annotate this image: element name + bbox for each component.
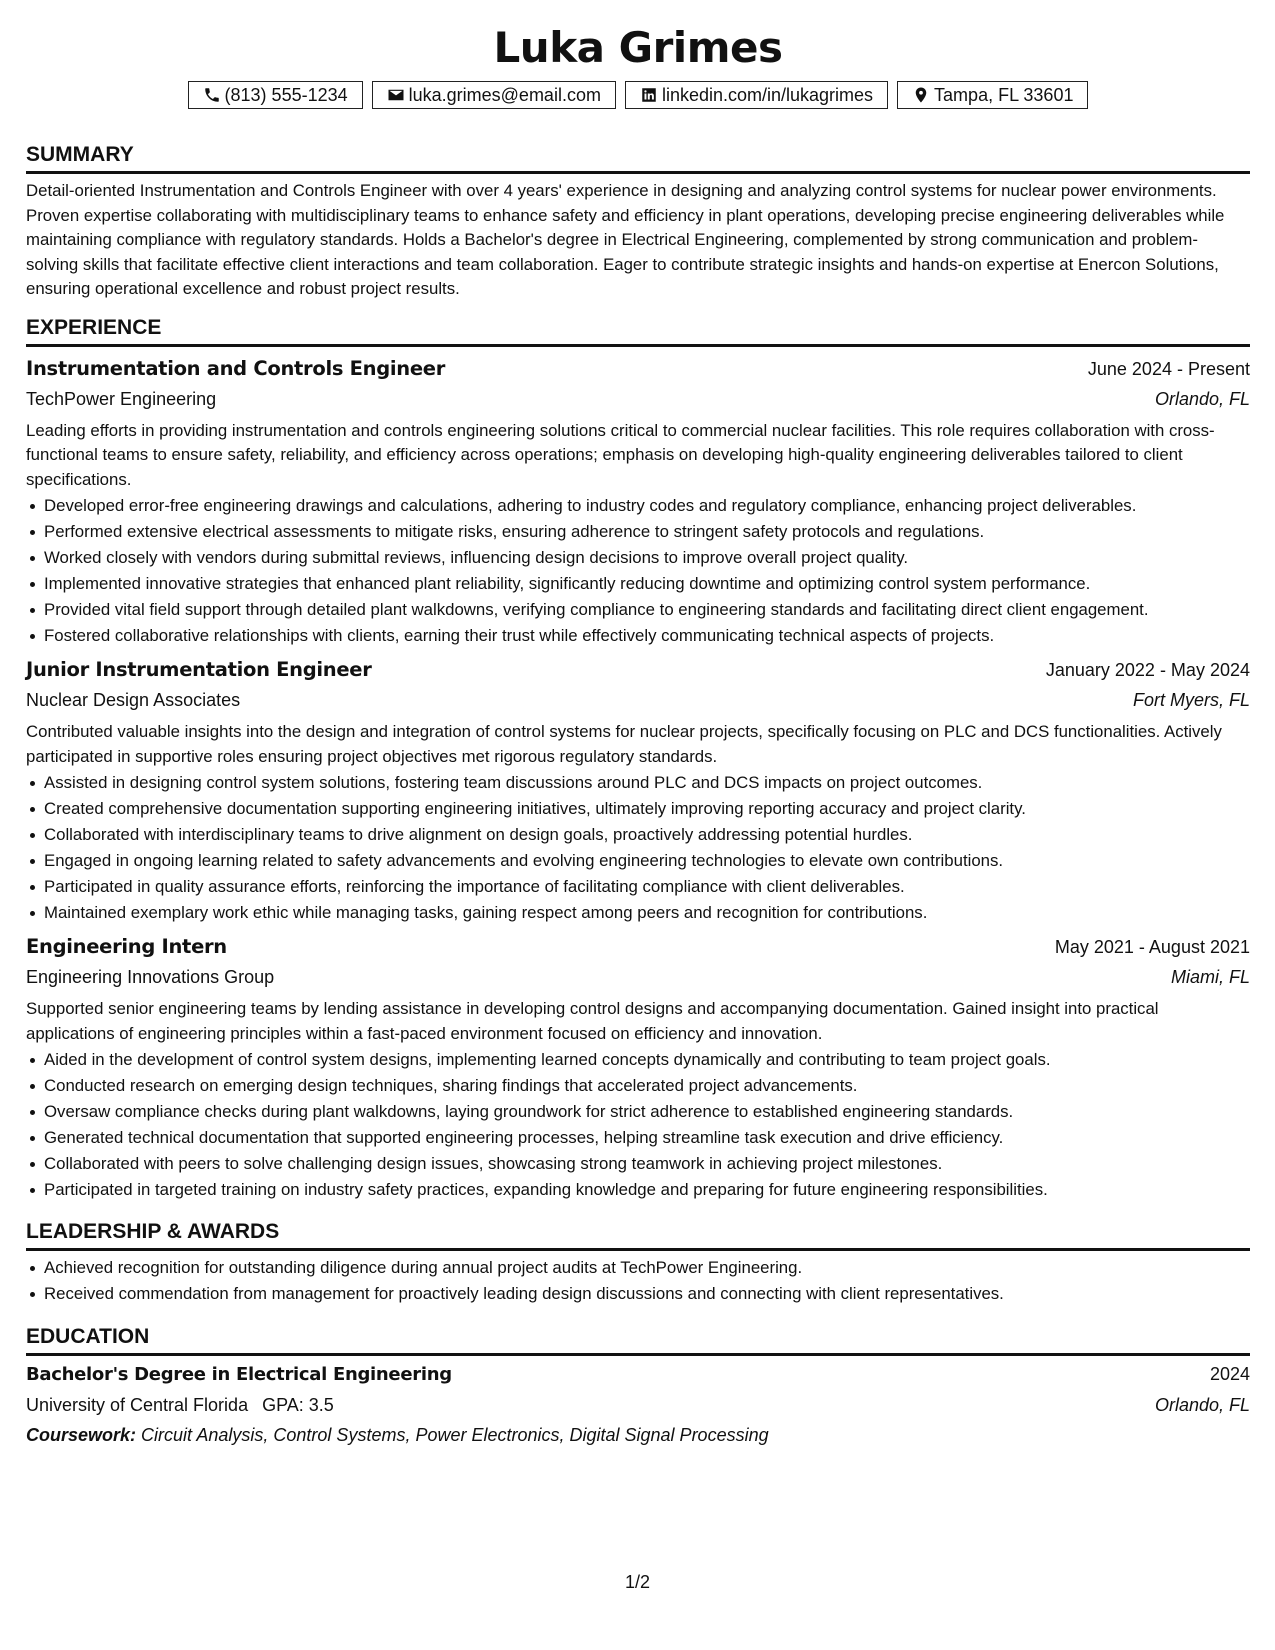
list-item: Assisted in designing control system solutions, fostering team discussions around PLC and DCS impacts on project outcomes.: [44, 771, 1250, 796]
job-company: TechPower Engineering: [26, 388, 217, 409]
list-item: Worked closely with vendors during submittal reviews, influencing design decisions to improve overall project quality.: [44, 546, 1250, 571]
education-section: [26, 1324, 1250, 1450]
education-gpa: GPA: 3.5: [262, 1394, 334, 1415]
education-year: 2024: [1209, 1363, 1250, 1384]
job-dates: May 2021 - August 2021: [1054, 937, 1250, 957]
leadership-bullets: [26, 1256, 1250, 1307]
education-location: Orlando, FL: [1154, 1394, 1250, 1415]
phone-icon: [203, 86, 221, 104]
list-item: Performed extensive electrical assessments to mitigate risks, ensuring adherence to stringent safety protocols and regulations.: [44, 520, 1250, 545]
coursework-line: [26, 1420, 1250, 1450]
job-company: Engineering Innovations Group: [26, 967, 275, 987]
list-item: Implemented innovative strategies that enhanced plant reliability, significantly reducing downtime and optimizing control system performance.: [44, 572, 1250, 597]
list-item: Generated technical documentation that supported engineering processes, helping streamline task execution and drive efficiency.: [44, 1126, 1250, 1151]
list-item: Created comprehensive documentation supporting engineering initiatives, ultimately improving reporting accuracy and project clarity.: [44, 797, 1250, 822]
education-school: University of Central Florida: [26, 1394, 249, 1415]
page-number: 1/2: [624, 1572, 651, 1592]
list-item: Collaborated with peers to solve challenging design issues, showcasing strong teamwork in achieving project milestones.: [44, 1152, 1250, 1177]
list-item: Collaborated with interdisciplinary teams to drive alignment on design goals, proactively addressing potential hurdles.: [44, 823, 1250, 848]
list-item: Participated in quality assurance efforts, reinforcing the importance of facilitating compliance with client deliverables.: [44, 875, 1250, 900]
contact-phone-text: (813) 555-1234: [224, 84, 348, 105]
job-description: Supported senior engineering teams by lending assistance in developing control designs and accompanying documentation. Gained insight into practical applications of engineering principles within a fast-paced environment focused on efficiency and innovation.: [26, 999, 1159, 1043]
education-heading: EDUCATION: [26, 1324, 1250, 1356]
envelope-icon: [387, 86, 405, 104]
contact-phone[interactable]: [188, 81, 363, 109]
leadership-section: [26, 1219, 1250, 1307]
job-location: Orlando, FL: [1154, 388, 1250, 409]
list-item: Aided in the development of control system designs, implementing learned concepts dynamically and contributing to team project goals.: [44, 1048, 1250, 1073]
job-title: Junior Instrumentation Engineer: [26, 658, 372, 681]
contact-location-text: Tampa, FL 33601: [934, 84, 1074, 105]
summary-heading: SUMMARY: [26, 142, 1250, 174]
contact-bar: [26, 81, 1250, 109]
map-pin-icon: [912, 86, 930, 104]
contact-email-text: luka.grimes@email.com: [408, 84, 601, 105]
list-item: Received commendation from management for proactively leading design discussions and connecting with client representatives.: [44, 1282, 1250, 1307]
coursework-label: Coursework:: [26, 1424, 137, 1445]
education-degree: Bachelor's Degree in Electrical Engineering: [26, 1363, 452, 1385]
job-title: Instrumentation and Controls Engineer: [26, 356, 446, 380]
linkedin-icon: [640, 86, 658, 104]
job-dates: January 2022 - May 2024: [1045, 660, 1250, 680]
list-item: Achieved recognition for outstanding diligence during annual project audits at TechPower Engineering.: [44, 1256, 1250, 1281]
list-item: Oversaw compliance checks during plant walkdowns, laying groundwork for strict adherence to established engineering standards.: [44, 1100, 1250, 1125]
coursework-list: Circuit Analysis, Control Systems, Power Electronics, Digital Signal Processing: [141, 1424, 769, 1445]
contact-linkedin[interactable]: [625, 81, 888, 109]
leadership-heading: LEADERSHIP & AWARDS: [26, 1219, 1250, 1251]
summary-text: Detail-oriented Instrumentation and Controls Engineer with over 4 years' experience in designing and analyzing control systems for nuclear power environments. Proven expertise collaborating with multidisciplinary teams to enhance safety and efficiency in plant operations, developing precise engineering deliverables while maintaining compliance with regulatory standards. Holds a Bachelor's degree in Electrical Engineering, complemented by strong communication and problem-solving skills that facilitate effective client interactions and team collaboration. Eager to contribute strategic insights and hands-on expertise at Enercon Solutions, ensuring operational excellence and robust project results.: [26, 181, 1225, 298]
job-bullets: [26, 494, 1250, 649]
job-company: Nuclear Design Associates: [26, 690, 241, 710]
list-item: Conducted research on emerging design techniques, sharing findings that accelerated project advancements.: [44, 1074, 1250, 1099]
contact-email[interactable]: [372, 81, 616, 109]
candidate-name: Luka Grimes: [493, 23, 783, 72]
summary-section: [26, 142, 1250, 302]
job-title: Engineering Intern: [26, 935, 227, 958]
list-item: Maintained exemplary work ethic while managing tasks, gaining respect among peers and recognition for contributions.: [44, 901, 1250, 926]
contact-linkedin-text: linkedin.com/in/lukagrimes: [661, 84, 874, 105]
list-item: Fostered collaborative relationships with clients, earning their trust while effectively communicating technical aspects of projects.: [44, 624, 1250, 649]
job-bullets: [26, 771, 1250, 926]
job-entry: [26, 932, 1250, 1202]
job-entry: [26, 354, 1250, 649]
list-item: Provided vital field support through detailed plant walkdowns, verifying compliance to engineering standards and facilitating direct client engagement.: [44, 598, 1250, 623]
job-description: Leading efforts in providing instrumentation and controls engineering solutions critical to commercial nuclear facilities. This role requires collaboration with cross-functional teams to ensure safety, reliability, and efficiency across operations; emphasis on developing high-quality engineering deliverables tailored to client specifications.: [26, 420, 1215, 489]
experience-section: [26, 315, 1250, 1203]
job-description: Contributed valuable insights into the design and integration of control systems for nuclear projects, specifically focusing on PLC and DCS functionalities. Actively participated in supportive roles ensuring project objectives met rigorous regulatory standards.: [26, 722, 1222, 766]
list-item: Engaged in ongoing learning related to safety advancements and evolving engineering technologies to elevate own contributions.: [44, 849, 1250, 874]
list-item: Participated in targeted training on industry safety practices, expanding knowledge and preparing for future engineering responsibilities.: [44, 1178, 1250, 1203]
job-location: Miami, FL: [1170, 967, 1250, 987]
job-dates: June 2024 - Present: [1087, 358, 1250, 379]
job-location: Fort Myers, FL: [1132, 690, 1250, 710]
list-item: Developed error-free engineering drawings and calculations, adhering to industry codes and regulatory compliance, enhancing project deliverables.: [44, 494, 1250, 519]
job-entry: [26, 655, 1250, 925]
job-bullets: [26, 1048, 1250, 1203]
contact-location[interactable]: [897, 81, 1088, 109]
experience-heading: EXPERIENCE: [26, 315, 1250, 347]
resume-page: [26, 18, 1250, 1450]
